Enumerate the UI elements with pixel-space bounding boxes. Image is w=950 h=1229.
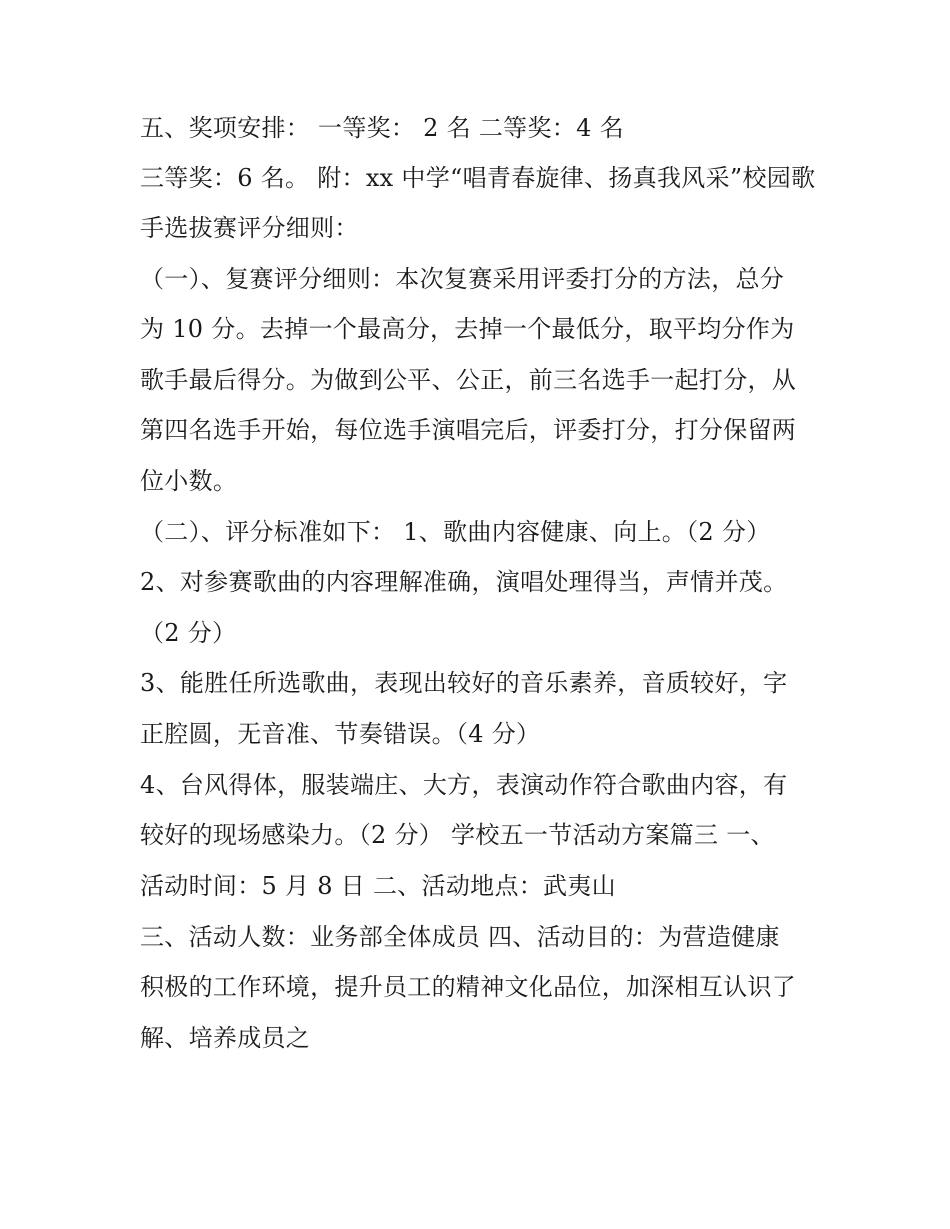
- text-line-16: 活动时间：5 月 8 日 二、活动地点：武夷山: [140, 872, 616, 900]
- text-line-17: 三、活动人数：业务部全体成员 四、活动目的：为营造健康: [140, 923, 780, 951]
- text-line-13: 正腔圆，无音准、节奏错误。（4 分）: [140, 720, 541, 748]
- text-line-14: 4、台风得体，服装端庄、大方，表演动作符合歌曲内容，有: [140, 771, 788, 799]
- text-line-8: 位小数。: [140, 467, 238, 495]
- text-line-15: 较好的现场感染力。（2 分） 学校五一节活动方案篇三 一、: [140, 821, 775, 849]
- text-line-4: （一）、复赛评分细则：本次复赛采用评委打分的方法，总分: [140, 265, 785, 293]
- text-line-10: 2、对参赛歌曲的内容理解准确，演唱处理得当，声情并茂。: [140, 568, 788, 596]
- text-line-1: 五、奖项安排： 一等奖： 2 名 二等奖：4 名: [140, 114, 624, 142]
- text-line-7: 第四名选手开始，每位选手演唱完后，评委打分，打分保留两: [140, 416, 797, 444]
- text-line-18: 积极的工作环境，提升员工的精神文化品位，加深相互认识了: [140, 973, 797, 1001]
- text-line-9: （二）、评分标准如下： 1、歌曲内容健康、向上。（2 分）: [140, 518, 771, 546]
- text-line-5: 为 10 分。去掉一个最高分，去掉一个最低分，取平均分作为: [140, 315, 795, 343]
- text-line-2: 三等奖：6 名。 附：xx 中学“唱青春旋律、扬真我风采”校园歌: [140, 164, 816, 192]
- text-line-12: 3、能胜任所选歌曲，表现出较好的音乐素养，音质较好，字: [140, 669, 788, 697]
- text-line-6: 歌手最后得分。为做到公平、公正，前三名选手一起打分，从: [140, 366, 797, 394]
- text-line-19: 解、培养成员之: [140, 1024, 311, 1052]
- text-line-3: 手选拔赛评分细则：: [140, 214, 359, 242]
- text-line-11: （2 分）: [140, 619, 237, 647]
